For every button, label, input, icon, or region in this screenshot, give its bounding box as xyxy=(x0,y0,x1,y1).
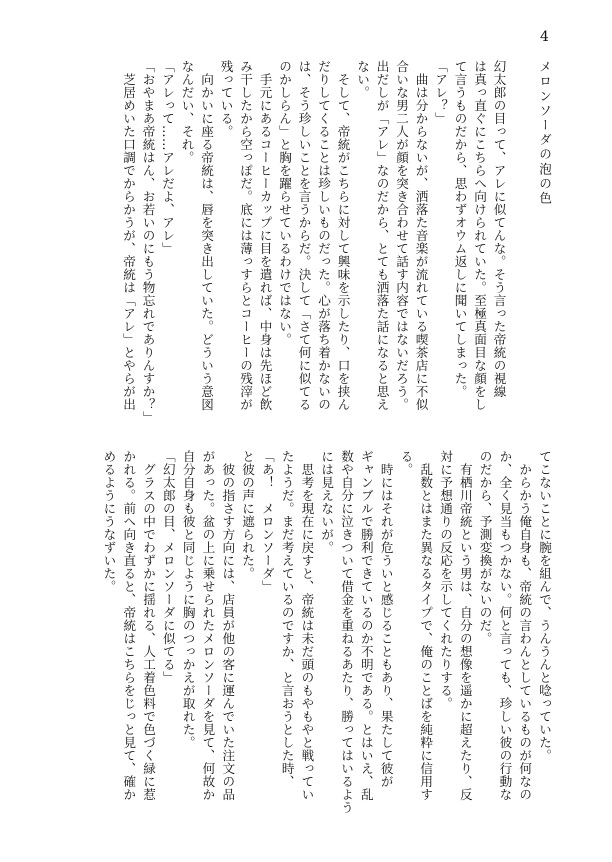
text-line: は真っ直ぐにこちらへ向けられていた。至極真面目な顔をし xyxy=(472,60,487,411)
text-line: 数や自分に泣きついて借金を重ねるあたり、勝ってはいるよう xyxy=(339,450,355,814)
text-line: そして、帝統がこちらに対して興味を示したり、口を挟ん xyxy=(335,60,351,411)
text-block-bottom xyxy=(99,450,554,814)
text-line: 有栖川帝統という男は、自分の想像を遥かに超えたり、反 xyxy=(457,450,473,801)
text-line: 対に予想通りの反応を示してくれたりする。 xyxy=(438,450,454,710)
text-line: 出だしが「アレ」なのだから、とても洒落た話になると思え xyxy=(374,60,390,411)
text-line: のかしらん」と胸を躍らせているわけではない。 xyxy=(277,60,292,346)
text-line: グラスの中でわずかに揺れる、人工着色料で色づく緑に惹 xyxy=(141,450,157,801)
text-line: 彼の指さす方向には、店員が他の客に運んでいた注文の品 xyxy=(220,450,236,801)
text-line: 「あ！ メロンソーダ」 xyxy=(259,450,275,593)
text-line: たようだ。まだ考えているのですか、と言おうとした時、 xyxy=(279,450,295,788)
text-line: には見えないが。 xyxy=(319,450,335,554)
text-block-top xyxy=(119,60,555,424)
text-line: る。 xyxy=(398,450,414,476)
text-line: 「アレ？」 xyxy=(433,60,448,125)
text-line: ない。 xyxy=(355,60,370,99)
text-line: めるようにうなずいた。 xyxy=(101,450,117,593)
text-line: 「アレって……アレだよ、アレ」 xyxy=(160,60,175,255)
text-line: 向かいに座る帝統は、唇を突き出していた。どういう意図 xyxy=(199,60,214,411)
text-line: のだから、予測変換がないのだ。 xyxy=(477,450,493,645)
text-line: か、全く見当もつかない。何と言っても、珍しい彼の行動な xyxy=(497,450,513,801)
text-line: ギャンブルで勝利できているのか不明である。とはいえ、乱 xyxy=(358,450,374,801)
text-line: て言うものだから、思わずオウム返しに聞いてしまった。 xyxy=(452,60,468,398)
text-line: 曲は分からないが、洒落た音楽が流れている喫茶店に不似 xyxy=(413,60,429,411)
text-line: と彼の声に遮られた。 xyxy=(240,450,256,580)
text-line: み干したから空っぽだ。底には薄っすらとコーヒーの残滓が xyxy=(238,60,253,411)
text-line: 乱数とはまた異なるタイプで、俺のことばを純粋に信用す xyxy=(418,450,434,801)
text-line: は、そう珍しいことを言うからだ。決して「さて何に似てる xyxy=(296,60,312,411)
text-line: 残っている。 xyxy=(218,60,234,138)
text-line: かれる。前へ向き直ると、帝統はこちらをじっと見て、確か xyxy=(121,450,137,801)
text-line: てこないことに腕を組んで、うんうんと唸っていた。 xyxy=(537,450,552,762)
text-line: なんだい、それ。 xyxy=(179,60,195,164)
text-line: 「幻太郎の目、メロンソーダに似てる」 xyxy=(160,450,176,684)
text-line: 思考を現在に戻すと、帝統は未だ頭のもやもやと戦ってい xyxy=(299,450,315,801)
text-line: 幻太郎の目って、アレに似てんな。そう言った帝統の視線 xyxy=(491,60,507,398)
text-line: 自分自身も彼と同じように胸のつっかえが取れた。 xyxy=(180,450,196,749)
text-line: からかう俺自身も、帝統の言わんとしているものが何なの xyxy=(517,450,533,801)
text-line: 「おやまあ帝統はん、お若いのにもう物忘れでありんすか？」 xyxy=(140,60,156,424)
text-line: だりしてくることは珍しいものだった。心が落ち着かないの xyxy=(316,60,331,411)
text-line: 時にはそれが危ういと感じることもあり、果たして彼が xyxy=(378,450,394,788)
text-line: 芝居めいた口調でからかうが、帝統は「アレ」とやらが出 xyxy=(121,60,136,411)
text-line: があった。盆の上に乗せられたメロンソーダを見て、何故か xyxy=(200,450,216,801)
page-number: 4 xyxy=(540,29,549,45)
story-title: メロンソーダの泡の色 xyxy=(537,60,552,206)
text-line: 手元にあるコーヒーカップに目を遣れば、中身は先ほど飲 xyxy=(257,60,273,411)
text-line: 合いな男二人が顔を突き合わせて話す内容ではないだろう。 xyxy=(394,60,409,411)
